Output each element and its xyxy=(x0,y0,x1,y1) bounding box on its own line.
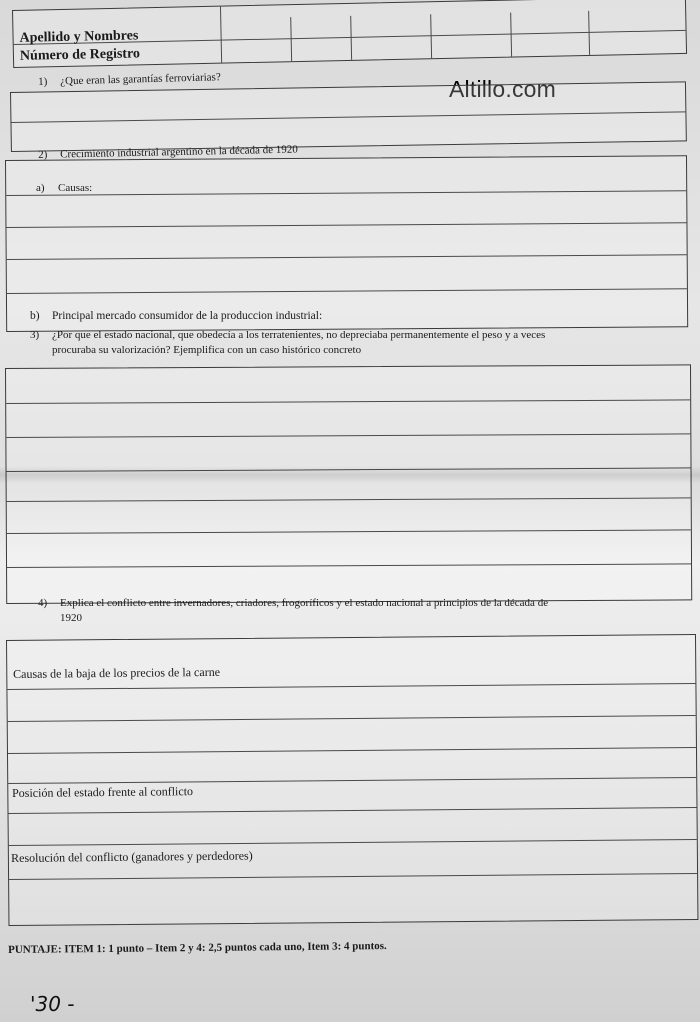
answer-box-1 xyxy=(10,81,687,152)
watermark: Altillo.com xyxy=(449,76,557,102)
answer-line xyxy=(9,807,697,814)
q4-section-state-position: Posición del estado frente al conflicto xyxy=(12,784,194,800)
answer-line xyxy=(8,747,696,754)
answer-line xyxy=(7,563,691,568)
question-2a: a) Causas: xyxy=(36,182,93,194)
answer-line xyxy=(9,839,697,846)
handwritten-note: '30 - xyxy=(30,992,75,1016)
answer-line xyxy=(7,254,687,260)
score-line: PUNTAJE: ITEM 1: 1 punto – Item 2 y 4: 2,5 puntos cada uno, Item 3: 4 puntos. xyxy=(8,940,387,956)
registry-cell-divider xyxy=(430,14,432,58)
answer-line xyxy=(7,529,691,534)
answer-line xyxy=(7,288,687,294)
answer-line xyxy=(6,399,690,404)
name-label: Apellido y Nombres xyxy=(19,28,139,46)
question-4: 4) Explica el conflicto entre invernadores, criadores, frogoríficos y el estado nacional a principios de la década de 1920 xyxy=(38,597,549,624)
answer-line xyxy=(9,873,697,880)
answer-box-3 xyxy=(5,364,692,604)
registry-cell-divider xyxy=(588,11,590,55)
question-3: 3) ¿Por que el estado nacional, que obedecía a los terratenientes, no depreciaba permanentemente el peso y a veces procuraba su valorización? Ejemplifica con un caso histórico concreto xyxy=(30,329,546,356)
q4-section-causes: Causas de la baja de los precios de la carne xyxy=(13,664,221,681)
answer-line xyxy=(11,111,685,123)
answer-line xyxy=(8,715,696,722)
answer-line xyxy=(6,222,686,228)
answer-line xyxy=(6,433,690,438)
answer-line xyxy=(8,777,696,784)
question-2: 2) Crecimiento industrial argentino en la década de 1920 xyxy=(38,143,298,161)
answer-line xyxy=(7,683,695,690)
answer-line xyxy=(7,497,691,502)
q4-section-resolution: Resolución del conflicto (ganadores y perdedores) xyxy=(11,848,253,865)
answer-box-2 xyxy=(5,155,688,332)
registry-cell-divider xyxy=(350,16,352,60)
registry-cell-divider xyxy=(510,13,512,57)
header-box xyxy=(12,0,687,68)
question-2b: b) Principal mercado consumidor de la produccion industrial: xyxy=(30,310,323,322)
registry-cell-divider xyxy=(290,17,292,61)
question-1: 1) ¿Que eran las garantías ferroviarias? xyxy=(38,71,221,88)
answer-line xyxy=(6,190,686,196)
registry-label: Número de Registro xyxy=(19,46,141,64)
header-col-divider xyxy=(220,7,222,63)
paper-fold xyxy=(0,466,700,484)
